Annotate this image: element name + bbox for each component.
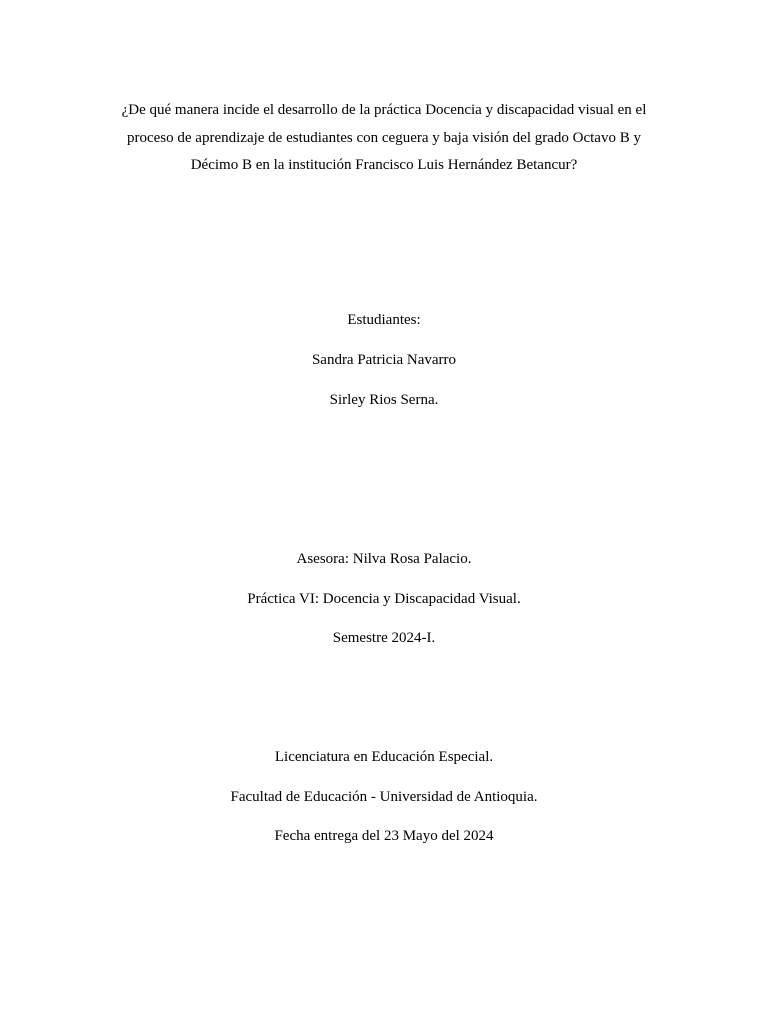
title-line-2: proceso de aprendizaje de estudiantes con ceguera y baja visión del grado Octavo B y (127, 130, 641, 146)
students-heading: Estudiantes: (347, 312, 421, 328)
student-name-2: Sirley Rios Serna. (329, 392, 439, 408)
program-text: Licenciatura en Educación Especial. (274, 749, 494, 765)
semester-text: Semestre 2024-I. (332, 630, 436, 646)
advisor-text: Asesora: Nilva Rosa Palacio. (296, 551, 472, 567)
practice-text: Práctica VI: Docencia y Discapacidad Visual. (247, 591, 521, 607)
delivery-date-text: Fecha entrega del 23 Mayo del 2024 (274, 828, 494, 844)
student-name-1: Sandra Patricia Navarro (311, 352, 457, 368)
title-line-1: ¿De qué manera incide el desarrollo de la práctica Docencia y discapacidad visual en el (121, 102, 647, 118)
title-line-3: Décimo B en la institución Francisco Luis Hernández Betancur? (190, 157, 578, 173)
faculty-text: Facultad de Educación - Universidad de Antioquia. (230, 789, 538, 805)
